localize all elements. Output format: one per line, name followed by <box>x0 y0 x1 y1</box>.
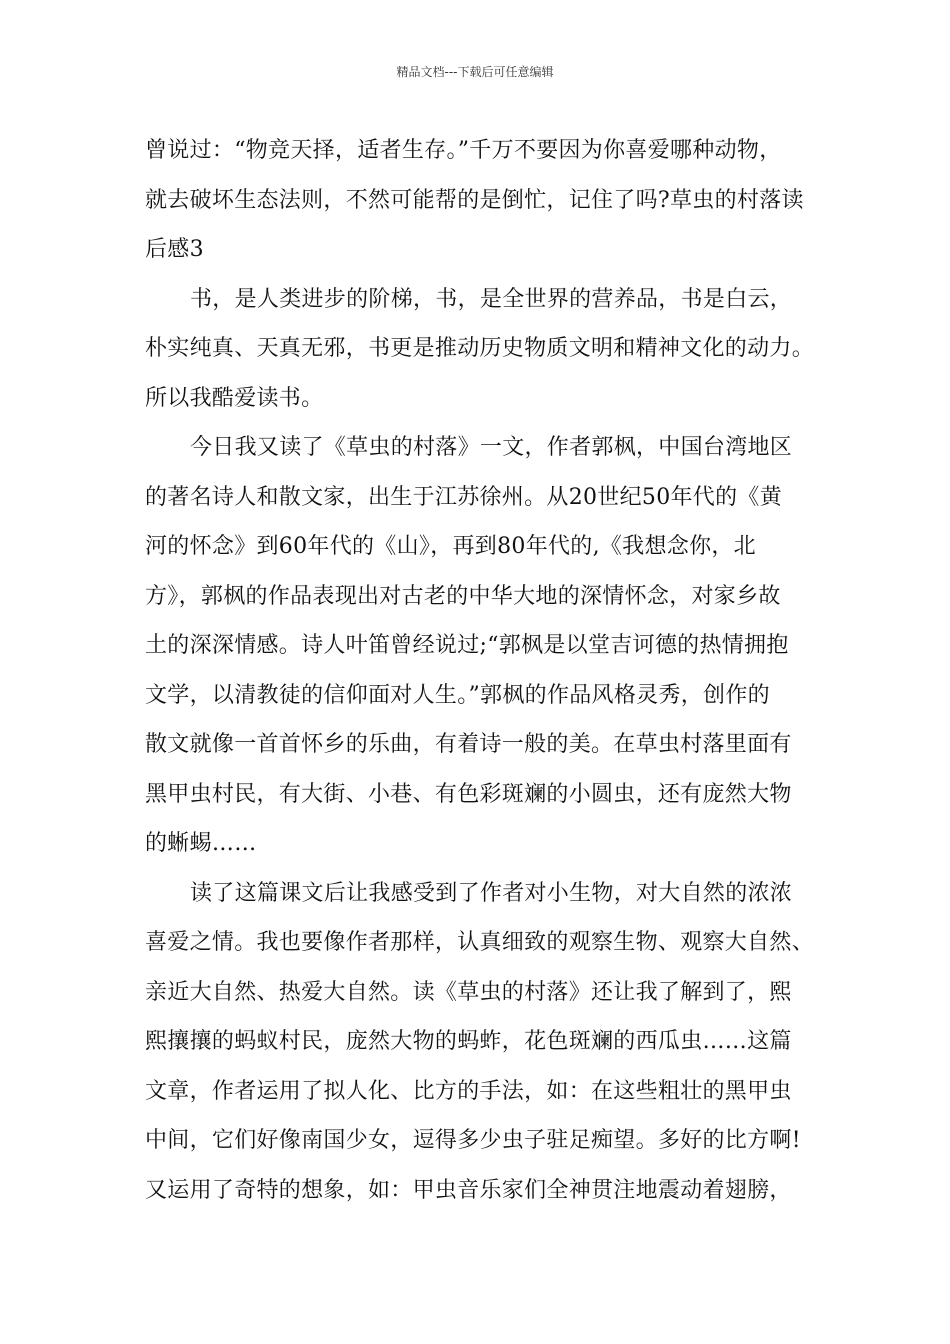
paragraph-first-line: 今日我又读了《草虫的村落》一文，作者郭枫，中国台湾地区 <box>190 435 793 460</box>
text-line: 文学，以清教徒的信仰面对人生。”郭枫的作品风格灵秀，创作的 <box>145 682 770 708</box>
text-line: 散文就像一首首怀乡的乐曲，有着诗一般的美。在草虫村落里面有 <box>145 732 792 757</box>
text-line: 朴实纯真、天真无邪，书更是推动历史物质文明和精神文化的动力。 <box>145 336 815 361</box>
text-line: 熙攘攘的蚂蚁村民，庞然大物的蚂蚱，花色斑斓的西瓜虫……这篇 <box>145 1029 792 1054</box>
text-line: 就去破坏生态法则，不然可能帮的是倒忙，记住了吗?草虫的村落读 <box>145 187 804 213</box>
text-line: 所以我酷爱读书。 <box>145 385 324 411</box>
paragraph-first-line: 书，是人类进步的阶梯，书，是全世界的营养品，书是白云， <box>190 286 793 312</box>
text-line: 曾说过：“物竞天择，适者生存。”千万不要因为你喜爱哪种动物， <box>145 138 782 163</box>
text-line: 喜爱之情。我也要像作者那样，认真细致的观察生物、观察大自然、 <box>145 930 815 955</box>
text-line: 黑甲虫村民，有大街、小巷、有色彩斑斓的小圆虫，还有庞然大物 <box>145 781 792 807</box>
text-line: 的蜥蜴…… <box>145 831 257 856</box>
text-line: 文章，作者运用了拟人化、比方的手法，如：在这些粗壮的黑甲虫 <box>145 1078 792 1104</box>
text-line: 的著名诗人和散文家，出生于江苏徐州。从20世纪50年代的《黄 <box>145 484 782 510</box>
text-line: 后感3 <box>145 237 204 262</box>
paragraph-first-line: 读了这篇课文后让我感受到了作者对小生物，对大自然的浓浓 <box>190 880 793 906</box>
text-line: 河的怀念》到60年代的《山》，再到80年代的,《我想念你，北 <box>145 534 756 559</box>
text-line: 土的深深情感。诗人叶笛曾经说过;“郭枫是以堂吉诃德的热情拥抱 <box>145 633 789 658</box>
document-body <box>145 126 825 1215</box>
text-line: 亲近大自然、热爱大自然。读《草虫的村落》还让我了解到了，熙 <box>145 979 792 1005</box>
page-header: 精品文档---下载后可任意编辑 <box>396 65 554 79</box>
text-line: 又运用了奇特的想象，如：甲虫音乐家们全神贯注地震动着翅膀， <box>145 1177 792 1203</box>
text-line: 中间，它们好像南国少女，逗得多少虫子驻足痴望。多好的比方啊! <box>145 1128 801 1153</box>
text-line: 方》，郭枫的作品表现出对古老的中华大地的深情怀念，对家乡故 <box>145 583 781 609</box>
